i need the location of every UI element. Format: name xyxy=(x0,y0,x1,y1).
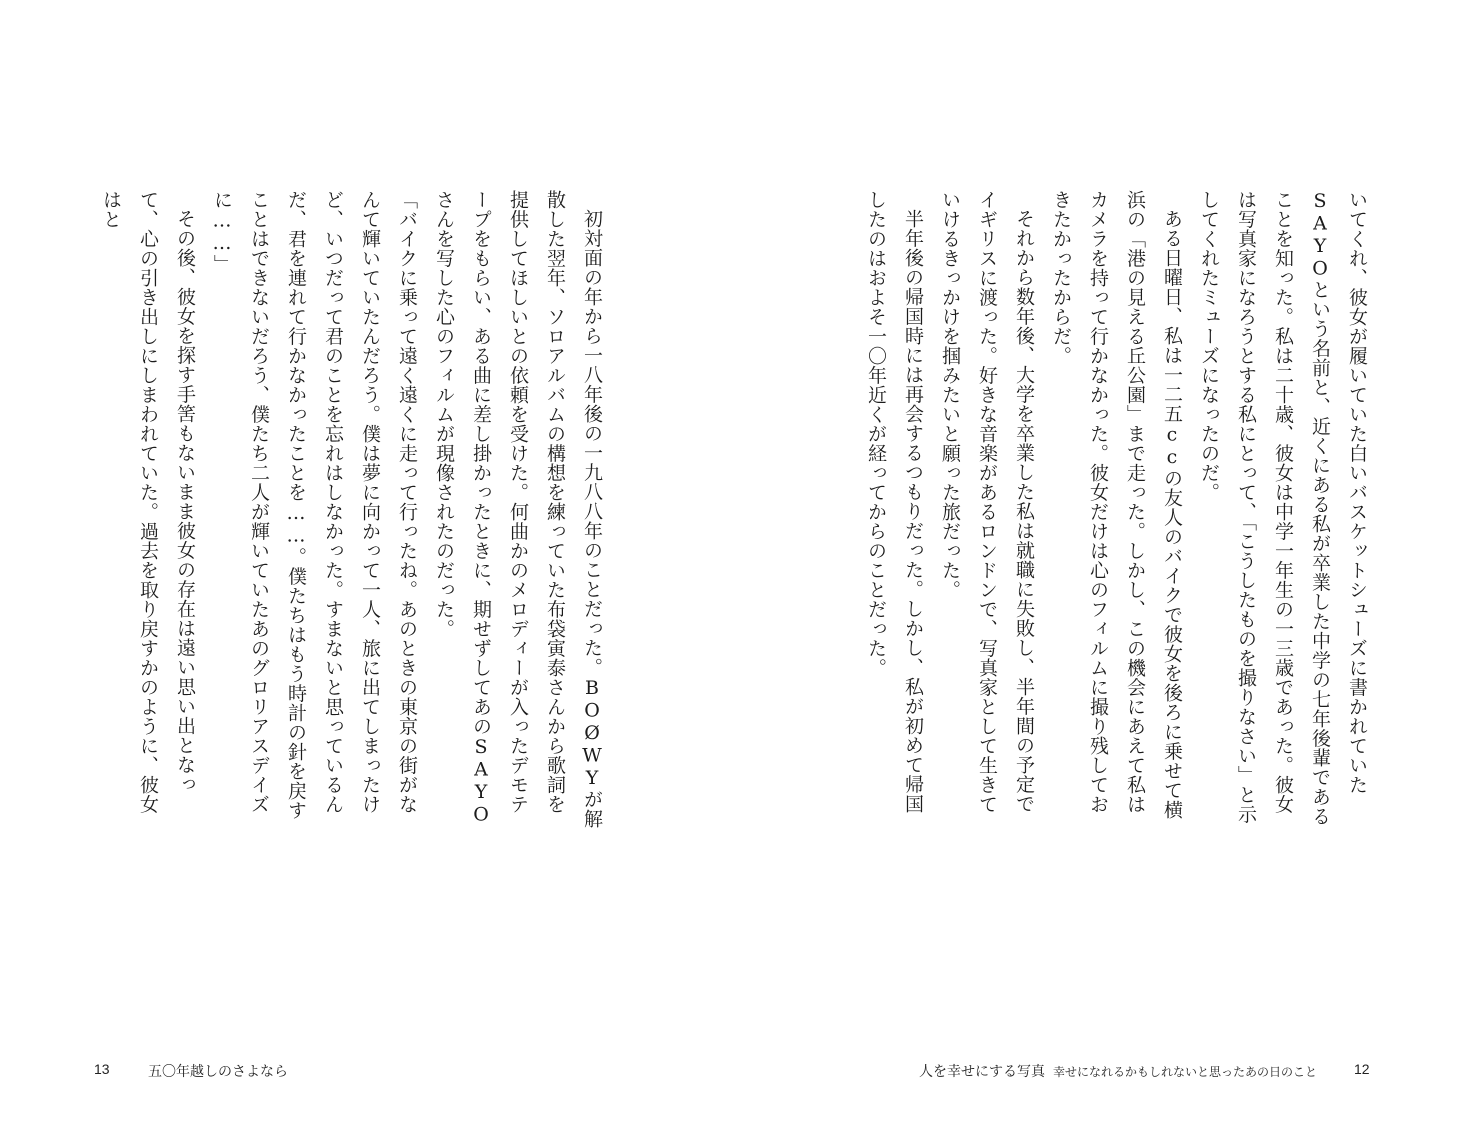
body-paragraph: 初対面の年から一八年後の一九八八年のことだった。BOØWYが解散した翌年、ソロアルバムの構想を練っていた布袋寅泰さんから歌詞を提供してほしいとの依頼を受けた。何曲かのメロディーが入ったデモテープをもらい、ある曲に差し掛かったときに、期せずしてあのSAYOさんを写した心のフィルムが現像されたのだった。 xyxy=(433,190,603,829)
body-paragraph: いてくれ、彼女が履いていた白いバスケットシューズに書かれていたSAYOという名前と、近くにある私が卒業した中学の七年後輩であることを知った。私は二十歳、彼女は中学一年生の一三歳であった。彼女は写真家になろうとする私にとって、「こうしたものを撮りなさい」と示してくれたミューズになったのだ。 xyxy=(1198,190,1368,826)
body-paragraph: それから数年後、大学を卒業した私は就職に失敗し、半年間の予定でイギリスに渡った。好きな音楽があるロンドンで、写真家として生きていけるきっかけを掴みたいと願った旅だった。 xyxy=(939,190,1035,814)
left-running-title: 五〇年越しのさよなら xyxy=(148,1064,288,1080)
left-page-number: 13 xyxy=(94,1061,110,1077)
right-page-number: 12 xyxy=(1354,1061,1370,1077)
body-paragraph: ある日曜日、私は一二五ccの友人のバイクで彼女を後ろに乗せて横浜の「港の見える丘公園」まで走った。しかし、この機会にあえて私はカメラを持って行かなかった。彼女だけは心のフィルムに撮り残しておきたかったからだ。 xyxy=(1050,190,1183,820)
lyrics-paragraph: 「バイクに乗って遠く遠くに走って行ったね。あのときの東京の街がなんて輝いていたんだろう。僕は夢に向かって一人、旅に出てしまったけど、いつだって君のことを忘れはしなかった。すまないと思っているんだ、君を連れて行かなかったことを……。僕たちはもう時計の針を戻すことはできないだろう、僕たち二人が輝いていたあのグロリアスデイズに……」 xyxy=(211,190,418,820)
right-running-subtitle: 幸せになれるかもしれないと思ったあの日のこと xyxy=(1052,1065,1317,1079)
body-paragraph: 半年後の帰国時には再会するつもりだった。しかし、私が初めて帰国したのはおよそ一〇年近くが経ってからのことだった。 xyxy=(865,190,924,814)
right-running-title: 人を幸せにする写真 xyxy=(918,1064,1045,1080)
right-running-header xyxy=(919,1061,1317,1081)
left-page-body xyxy=(100,190,610,830)
right-page-body xyxy=(865,190,1375,830)
body-paragraph: その後、彼女を探す手筈もないまま彼女の存在は遠い思い出となって、心の引き出しにしまわれていた。過去を取り戻すかのように、彼女はと xyxy=(100,190,196,814)
